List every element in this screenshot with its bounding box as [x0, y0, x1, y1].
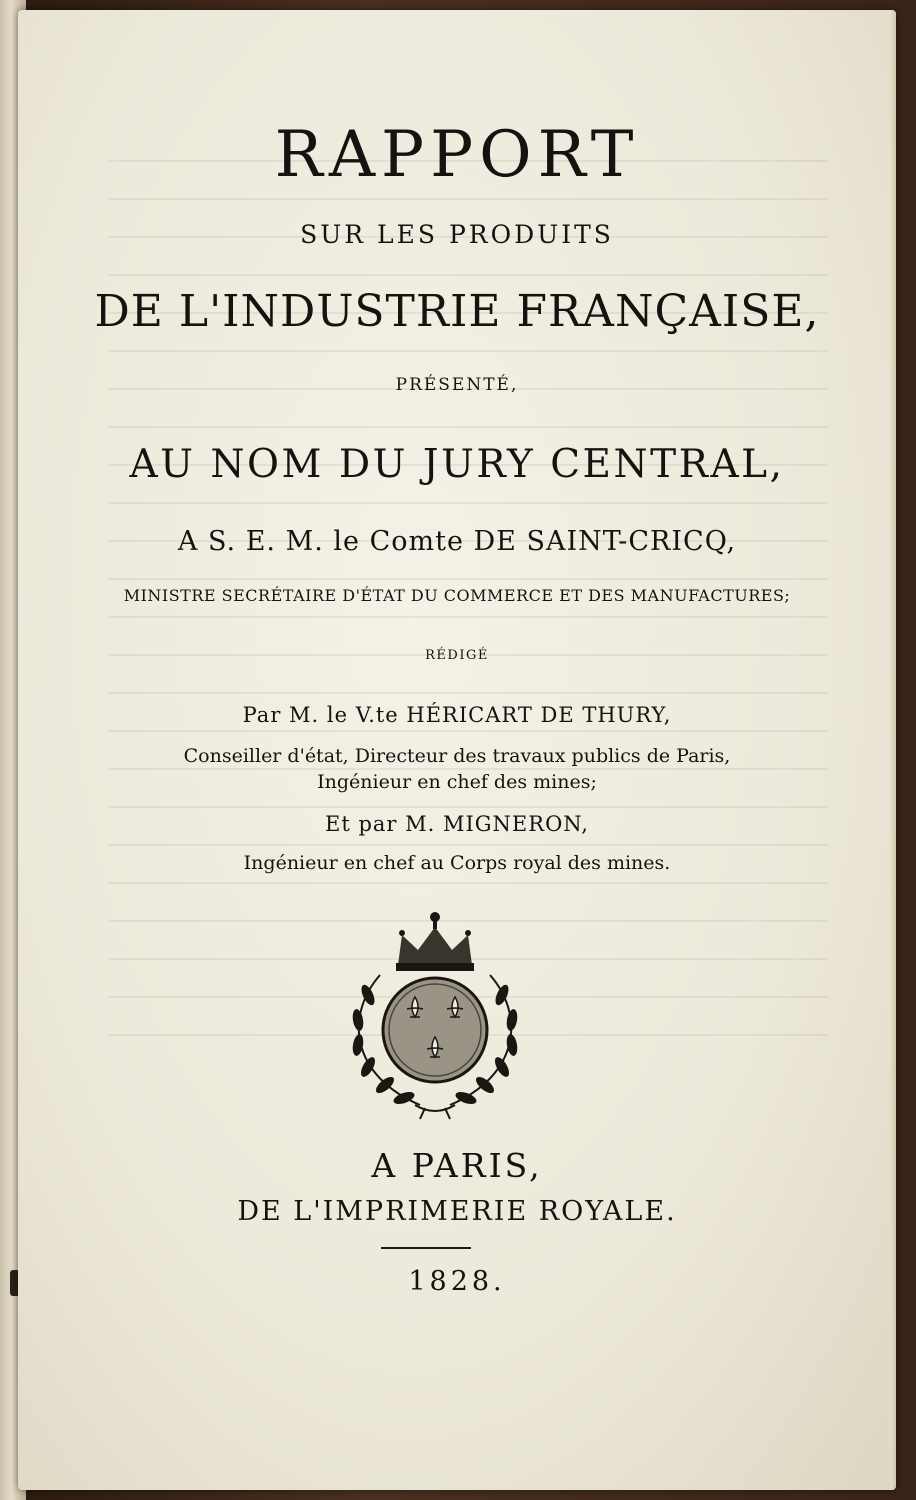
author-two-title: Ingénieur en chef au Corps royal des mines.: [243, 852, 671, 874]
publication-year: 1828.: [408, 1266, 506, 1297]
royal-arms-icon: [340, 905, 530, 1120]
title-page: [18, 10, 896, 1490]
page-title: RAPPORT: [274, 118, 640, 192]
subtitle: SUR LES PRODUITS: [300, 220, 614, 249]
recipient-line: A S. E. M. le Comte DE SAINT-CRICQ,: [177, 526, 737, 557]
imprint-press: DE L'IMPRIMERIE ROYALE.: [237, 1196, 677, 1227]
presented-line: PRÉSENTÉ,: [395, 375, 519, 395]
author-one: Par M. le V.te HÉRICART DE THURY,: [242, 703, 672, 727]
author-one-title-1: Conseiller d'état, Directeur des travaux publics de Paris,: [183, 745, 731, 767]
jury-line: AU NOM DU JURY CENTRAL,: [129, 442, 785, 487]
author-one-title-2: Ingénieur en chef des mines;: [317, 771, 597, 793]
imprint-city: A PARIS,: [371, 1146, 543, 1185]
drafted-line: RÉDIGÉ: [425, 648, 489, 663]
author-two: Et par M. MIGNERON,: [325, 812, 589, 836]
page-edge: [890, 10, 896, 1490]
divider-rule: [381, 1247, 471, 1249]
recipient-office: MINISTRE SECRÉTAIRE D'ÉTAT DU COMMERCE ET DES MANUFACTURES;: [123, 586, 791, 605]
subject-heading: DE L'INDUSTRIE FRANÇAISE,: [94, 286, 820, 337]
